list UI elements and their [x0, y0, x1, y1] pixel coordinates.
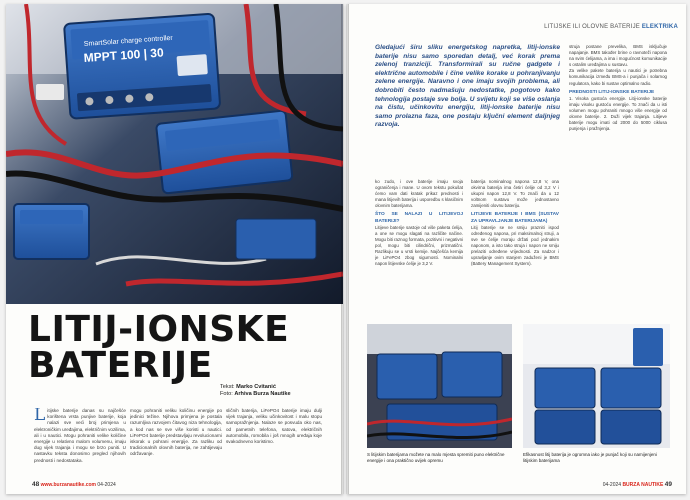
- left-page-number: 48: [32, 481, 40, 488]
- left-body-col-1: [34, 408, 126, 476]
- battery-cabinet-photo: [367, 324, 512, 448]
- lithium-batteries-illustration: [523, 324, 670, 448]
- left-col-2-text: mogu pohraniti veliku količinu energije po jedinici težine. Njihova primjena je postala razumljiva razvojem čitavog niza tehnologija, a kod nas se sve više koristi u nautici. LiFePO4 baterije predstavljaju revolucionarni iskorak u pohrani energije. Za razliku od tradicionalnih olovnih baterija, ne zahtijevaju održavanje.: [130, 408, 222, 457]
- byline-text-label: Tekst:: [220, 384, 235, 390]
- byline: [220, 384, 291, 398]
- left-body-col-2: [130, 408, 222, 476]
- right-body-col-3: [569, 44, 667, 322]
- lead-paragraph: Gledajući širu sliku energetskog napretka, litij-ionske baterije nisu samo sporedan detalj, već korak prema zelenoj tranziciji. Transformirali su ručne gadgete i električne automobile i čine velike korake u pohranjivanju zelene energije. Naravno i one imaju svojih problema, ali dobrobiti često nadmašuju nedostatke, pogotovo kako tehnologija postaje sve bolja. U svijetu koji se više oslanja na čistu, učinkovitu energiju, litij-ionske baterije nisu samo prolazna faza, one postaju ključni element daljnjeg razvoja.: [375, 44, 560, 129]
- byline-photo-author: Arhiva Burza Nautike: [234, 391, 291, 397]
- running-head-text: LITIJSKE ILI OLOVNE BATERIJE: [544, 24, 640, 30]
- right-folio-issue: 04-2024: [602, 482, 622, 488]
- right-col-1-text-2: Litijeve baterije sastoje od više paketa ćelija, a one se mogu slagati na različite načine. Mogu biti raznog formata, pozitivni i negativni pol, mogu biti cilindrični, prizmatični. Razlikuju se u vrsti kemije. Najčešća kemija je LiFePO4 zbog sigurnosti. Nominalni napon litijevske ćelije je 3,2 V.: [375, 224, 463, 267]
- running-head: [544, 24, 678, 30]
- photo-caption-1: S litijskim baterijama možete na malo mjesta spremiti puno električne energije i ona praktično uvijek opremu: [367, 452, 505, 463]
- right-folio-brand: BURZA NAUTIKE: [622, 482, 664, 488]
- mppt-controller: [64, 14, 220, 119]
- charge-controller-photo: [6, 4, 343, 304]
- magazine-spread: [6, 4, 686, 494]
- right-body-col-2: [471, 179, 559, 321]
- left-body-col-3: [226, 408, 322, 476]
- left-page: [6, 4, 343, 494]
- byline-photo-label: Foto:: [220, 391, 233, 397]
- left-folio-brand: www.burzanautike.com: [40, 482, 97, 488]
- right-page: [347, 4, 686, 494]
- article-title: [28, 309, 290, 386]
- right-col-2-text: baterija nominalnog napona 12,8 V, ona okvirna baterija ima četiri ćelije od 3,2 V i ukupni napon 12,8 V. To znači da u 12 voltnom sustavu može jednostavno zamijeniti olovnu bateriju.: [471, 179, 559, 209]
- running-head-accent: ELEKTRIKA: [641, 24, 678, 30]
- gutter-shadow: [341, 4, 349, 494]
- battery-cabinet-illustration: [367, 324, 512, 448]
- battery-monitor: [14, 204, 89, 259]
- secondary-device: [156, 110, 293, 193]
- charge-controller-illustration: [6, 4, 343, 304]
- right-col-3-subhead: PREDNOSTI LITIJ-IONSKE BATERIJE: [569, 89, 655, 95]
- left-col-1-text: itijske baterije danas su najčešće korištena vrsta punjive baterije, koja nalazi sve veći broj primjena u elektroničkim uređajima, električnim vozilima, ali i u nautici. Mogu pohraniti velike količine energije u relativno malom volumenu, imaju dug vijek trajanja i mogu se brzo puniti. U nastavku teksta donosimo pregled njihovih prednosti i nedostataka.: [34, 408, 126, 463]
- title-line-1: LITIJ-IONSKE: [28, 309, 290, 350]
- right-col-3-text-2: 1. Visoka gustoća energije. Litij-ionske baterije imaju visoku gustoću energije. To znači da u isti volumen mogu pohraniti mnogo više energije od olovne baterije. 2. Duži vijek trajanja. Litijeve baterije mogu imati od 2000 do 5000 ciklusa punjenja i pražnjenja.: [569, 95, 667, 132]
- dropcap: L: [34, 408, 46, 425]
- left-folio-issue: 04-2024: [97, 482, 116, 488]
- right-folio: [603, 481, 672, 488]
- right-col-2-text-2: Litij baterije se ne smiju prazniti ispod određenog napona, pri maksimalnoj struji, a sve se ćelije moraju držati pod jednakim naponom, a isto tako struja i napon ne smiju prelaziti određene vrijednosti. Za nadzor i upravljanje ovim stanjem zaduženi je BMS (Battery Management System).: [471, 224, 559, 267]
- lithium-batteries-photo: [523, 324, 670, 448]
- right-col-3-text-b: Za velike pakete baterija u nautici je potrebna komunikacija između BMS-a i punjača i solarnog regulatora, kako bi sustav optimalno radio.: [569, 68, 667, 86]
- photo-caption-2: Efikasnost litij baterija je ogromna iako je punjač koji su namijenjeni litijskim baterijama: [523, 452, 657, 463]
- right-col-1-subhead: ŠTO SE NALAZI U LITIJEVOJ BATERIJI?: [375, 212, 463, 224]
- left-col-3-text: sličnih baterija, LiFePO4 baterije imaju dulji vijek trajanja, veliku učinkovitost i malu stopu samopražnjenja. Nalaze se posvuda oko nas, od pametnih telefona, satova, električnih automobila, romobila i još mnogih uređaja koje svakodnevno koristimo.: [226, 408, 322, 445]
- right-page-number: 49: [664, 481, 672, 488]
- right-col-1-text: ko zudo, i ove baterije imaju svoja ograničenja i mane. U ovom tekstu pokušat ćemo vam dati kratak prikaz prednosti i mana litijevih baterija i usporedbu s klasičnim olovnim baterijama.: [375, 179, 463, 209]
- byline-text-author: Marko Cvitanić: [236, 384, 276, 390]
- title-line-2: BATERIJE: [28, 345, 213, 386]
- controller-label-2: MPPT 100 | 30: [83, 45, 165, 65]
- right-col-3-text: struja postane prevelika, BMS isključuje napajanje. BMS također brine o ravnoteži napona na svim ćelijama, a ima i mogućnost komunikacije s ostalim uređajima u sustavu.: [569, 44, 667, 68]
- right-body-col-1: [375, 179, 463, 321]
- right-col-2-subhead: LITIJEVE BATERIJE I BMS (SUSTAV ZA UPRAVLJANJE BATERIJAMA): [471, 212, 559, 224]
- controller-label-1: SmartSolar charge controller: [83, 34, 174, 48]
- left-folio: [32, 481, 116, 488]
